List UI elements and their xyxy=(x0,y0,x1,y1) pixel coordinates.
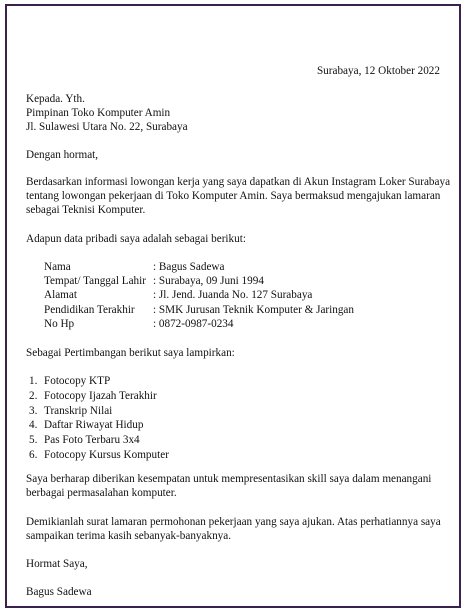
list-text: Transkrip Nilai xyxy=(44,404,113,417)
closing-line: sampaikan terima kasih sebanyak-banyaknya. xyxy=(26,530,232,542)
list-number: 2. xyxy=(29,389,38,402)
greeting: Dengan hormat, xyxy=(26,149,99,161)
list-number: 4. xyxy=(29,419,38,432)
letter-frame xyxy=(5,4,461,608)
personal-data-value: : SMK Jurusan Teknik Komputer & Jaringan xyxy=(153,304,354,316)
hope-line: Saya berharap diberikan kesempatan untuk mempresentasikan skill saya dalam menangani xyxy=(26,473,432,485)
sign-off: Hormat Saya, xyxy=(26,558,88,570)
attachments-intro: Sebagai Pertimbangan berikut saya lampirkan: xyxy=(26,347,235,359)
intro-line: sebagai Teknisi Komputer. xyxy=(26,204,146,216)
place-date: Surabaya, 12 Oktober 2022 xyxy=(316,65,440,77)
list-number: 5. xyxy=(29,434,38,447)
recipient-name: Pimpinan Toko Komputer Amin xyxy=(26,107,171,119)
data-intro: Adapun data pribadi saya adalah sebagai berikut: xyxy=(26,233,246,245)
personal-data-label: Tempat/ Tanggal Lahir xyxy=(44,275,146,287)
letter-document xyxy=(7,6,459,606)
recipient-address: Jl. Sulawesi Utara No. 22, Surabaya xyxy=(26,121,188,133)
list-text: Fotocopy KTP xyxy=(44,375,111,387)
hope-line: berbagai permasalahan komputer. xyxy=(26,487,177,499)
personal-data-value: : 0872-0987-0234 xyxy=(153,318,234,330)
personal-data-label: Alamat xyxy=(44,289,77,301)
signer-name: Bagus Sadewa xyxy=(26,586,92,598)
list-number: 3. xyxy=(29,404,38,417)
recipient-salutation: Kepada. Yth. xyxy=(26,93,85,105)
intro-line: tentang lowongan pekerjaan di Toko Komputer Amin. Saya bermaksud mengajukan lamaran xyxy=(26,190,441,202)
personal-data-value: : Bagus Sadewa xyxy=(153,261,225,273)
personal-data-value: : Surabaya, 09 Juni 1994 xyxy=(153,275,264,287)
personal-data-label: Nama xyxy=(44,261,71,273)
personal-data-label: Pendidikan Terakhir xyxy=(44,304,135,316)
personal-data-value: : Jl. Jend. Juanda No. 127 Surabaya xyxy=(153,289,313,301)
personal-data-label: No Hp xyxy=(44,318,75,330)
list-number: 1. xyxy=(29,375,38,387)
list-text: Daftar Riwayat Hidup xyxy=(44,419,144,432)
list-text: Fotocopy Ijazah Terakhir xyxy=(44,389,157,402)
closing-line: Demikianlah surat lamaran permohonan pekerjaan yang saya ajukan. Atas perhatiannya saya xyxy=(26,516,441,528)
list-text: Pas Foto Terbaru 3x4 xyxy=(44,434,140,447)
list-text: Fotocopy Kursus Komputer xyxy=(44,448,169,461)
intro-line: Berdasarkan informasi lowongan kerja yang saya dapatkan di Akun Instagram Loker Surabaya xyxy=(26,176,451,188)
list-number: 6. xyxy=(29,448,38,461)
